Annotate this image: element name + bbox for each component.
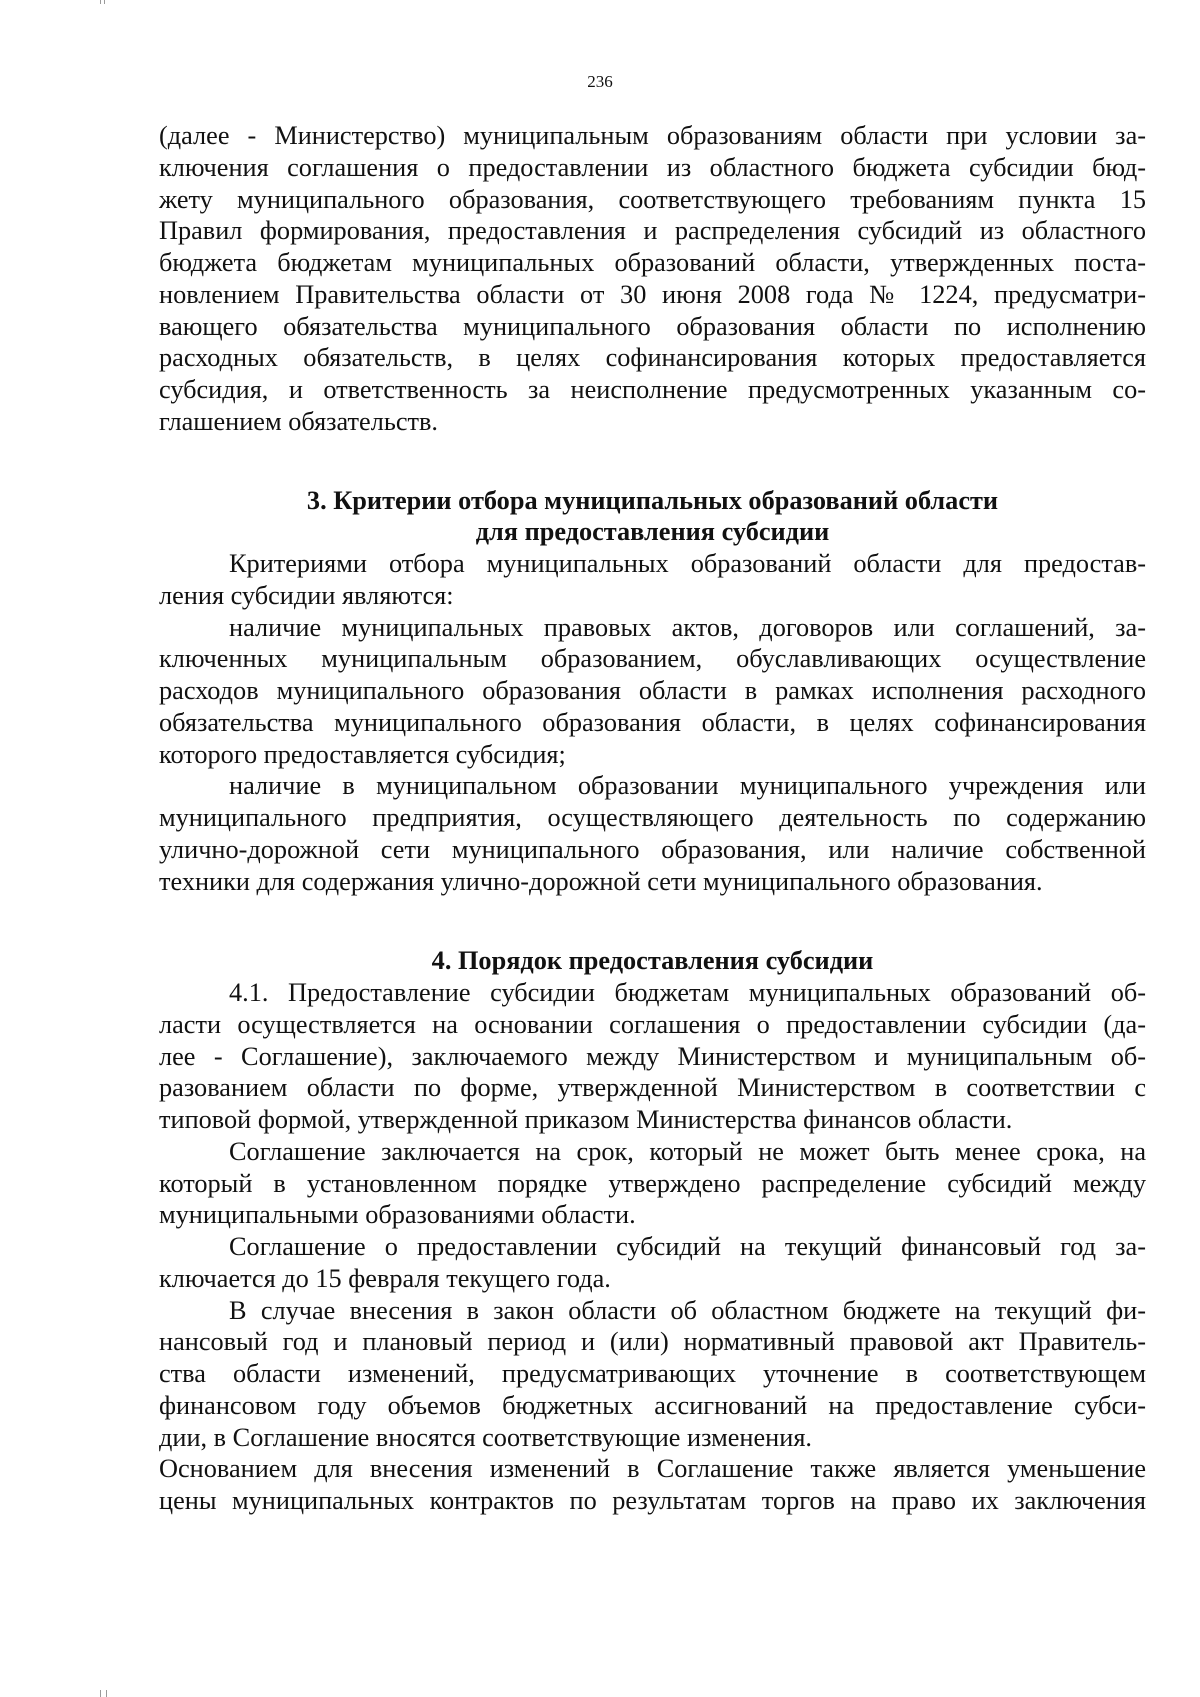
scan-mark-top: [100, 0, 101, 4]
text-line: муниципального предприятия, осуществляющего деятельность по содержанию: [159, 803, 1146, 832]
text-line: ства области изменений, предусматривающих уточнение в соответствующем: [159, 1359, 1146, 1388]
section-3-paragraph-2-end: [159, 739, 1146, 771]
text-line: 4.1. Предоставление субсидии бюджетам муниципальных образований об-: [229, 978, 1146, 1007]
intro-paragraph-end: [159, 406, 1146, 438]
section-4-paragraph-3-end: [159, 1263, 1146, 1295]
text-line: ласти осуществляется на основании соглашения о предоставлении субсидии (да-: [159, 1009, 1146, 1039]
text-line: глашением обязательств.: [159, 406, 438, 436]
text-line: разованием области по форме, утвержденной Министерством в соответствии с: [159, 1073, 1146, 1103]
intro-paragraph: [159, 120, 1146, 406]
scan-mark-bottom: [100, 1690, 101, 1697]
text-line: муниципальными образованиями области.: [159, 1200, 636, 1230]
text-line: улично-дорожной сети муниципального образования, или наличие собственной: [159, 834, 1146, 864]
section-4-paragraph-4: [159, 1295, 1146, 1422]
text-line: расходных обязательств, в целях софинансирования которых предоставляется: [159, 343, 1146, 373]
text-line: наличие муниципальных правовых актов, договоров или соглашений, за-: [229, 612, 1146, 642]
text-line: финансовом году объемов бюджетных ассигнований на предоставление субси-: [159, 1390, 1146, 1420]
text-line: техники для содержания улично-дорожной сети муниципального образования.: [159, 866, 1043, 896]
section-3-paragraph-1: [159, 548, 1146, 580]
text-line: дии, в Соглашение вносятся соответствующие изменения.: [159, 1422, 812, 1452]
text-line: ключения соглашения о предоставлении из областного бюджета субсидии бюд-: [159, 152, 1146, 182]
section-3-paragraph-3: [159, 770, 1146, 865]
heading-line: 4. Порядок предоставления субсидии: [431, 946, 874, 976]
heading-line: 3. Критерии отбора муниципальных образований области: [306, 485, 999, 515]
text-line: бюджета бюджетам муниципальных образований области, утвержденных поста-: [159, 248, 1146, 277]
heading-line: для предоставления субсидии: [475, 517, 830, 547]
section-4-paragraph-1: [159, 977, 1146, 1104]
text-line: наличие в муниципальном образовании муниципального учреждения или: [229, 771, 1146, 801]
section-4-paragraph-4-end: [159, 1422, 1146, 1454]
section-4-heading: [159, 945, 1146, 977]
document-body: [159, 120, 1146, 1517]
text-line: Основанием для внесения изменений в Соглашение также является уменьшение: [159, 1454, 1146, 1484]
scan-mark-top: [104, 0, 105, 4]
section-4-paragraph-1-end: [159, 1104, 1146, 1136]
section-3-paragraph-2: [159, 612, 1146, 739]
section-3-paragraph-3-end: [159, 866, 1146, 898]
text-line: которого предоставляется субсидия;: [159, 739, 566, 769]
section-4-paragraph-5: [159, 1453, 1146, 1517]
text-line: вающего обязательства муниципального образования области по исполнению: [159, 311, 1146, 341]
section-3-heading: [159, 485, 1146, 549]
text-line: типовой формой, утвержденной приказом Министерства финансов области.: [159, 1105, 1013, 1134]
text-line: нансовый год и плановый период и (или) нормативный правовой акт Правитель-: [159, 1327, 1146, 1357]
text-line: ключенных муниципальным образованием, обуславливающих осуществление: [159, 644, 1146, 674]
text-line: обязательства муниципального образования области, в целях софинансирования: [159, 707, 1146, 737]
page-number: 236: [587, 72, 613, 91]
text-line: лее - Соглашение), заключаемого между Министерством и муниципальным об-: [159, 1041, 1146, 1071]
text-line: Критериями отбора муниципальных образований области для предостав-: [229, 549, 1146, 578]
text-line: ления субсидии являются:: [159, 580, 454, 610]
text-line: который в установленном порядке утверждено распределение субсидий между: [159, 1168, 1146, 1198]
text-line: В случае внесения в закон области об областном бюджете на текущий фи-: [229, 1295, 1146, 1325]
text-line: (далее - Министерство) муниципальным образованиям области при условии за-: [159, 121, 1146, 150]
text-line: Правил формирования, предоставления и распределения субсидий из областного: [159, 216, 1146, 246]
section-4-paragraph-2: [159, 1136, 1146, 1200]
scan-mark-bottom: [106, 1690, 107, 1697]
text-line: ключается до 15 февраля текущего года.: [159, 1263, 611, 1293]
text-line: жету муниципального образования, соответствующего требованиям пункта 15: [159, 184, 1146, 214]
text-line: расходов муниципального образования области в рамках исполнения расходного: [159, 676, 1146, 705]
text-line: новлением Правительства области от 30 июня 2008 года № 1224, предусматри-: [159, 279, 1146, 309]
section-3-paragraph-1-end: [159, 580, 1146, 612]
text-line: Соглашение заключается на срок, который не может быть менее срока, на: [229, 1136, 1146, 1166]
section-4-paragraph-3: [159, 1231, 1146, 1263]
section-4-paragraph-2-end: [159, 1199, 1146, 1231]
text-line: Соглашение о предоставлении субсидий на текущий финансовый год за-: [229, 1232, 1146, 1261]
text-line: цены муниципальных контрактов по результатам торгов на право их заключения: [159, 1486, 1146, 1515]
text-line: субсидия, и ответственность за неисполнение предусмотренных указанным со-: [159, 375, 1146, 404]
